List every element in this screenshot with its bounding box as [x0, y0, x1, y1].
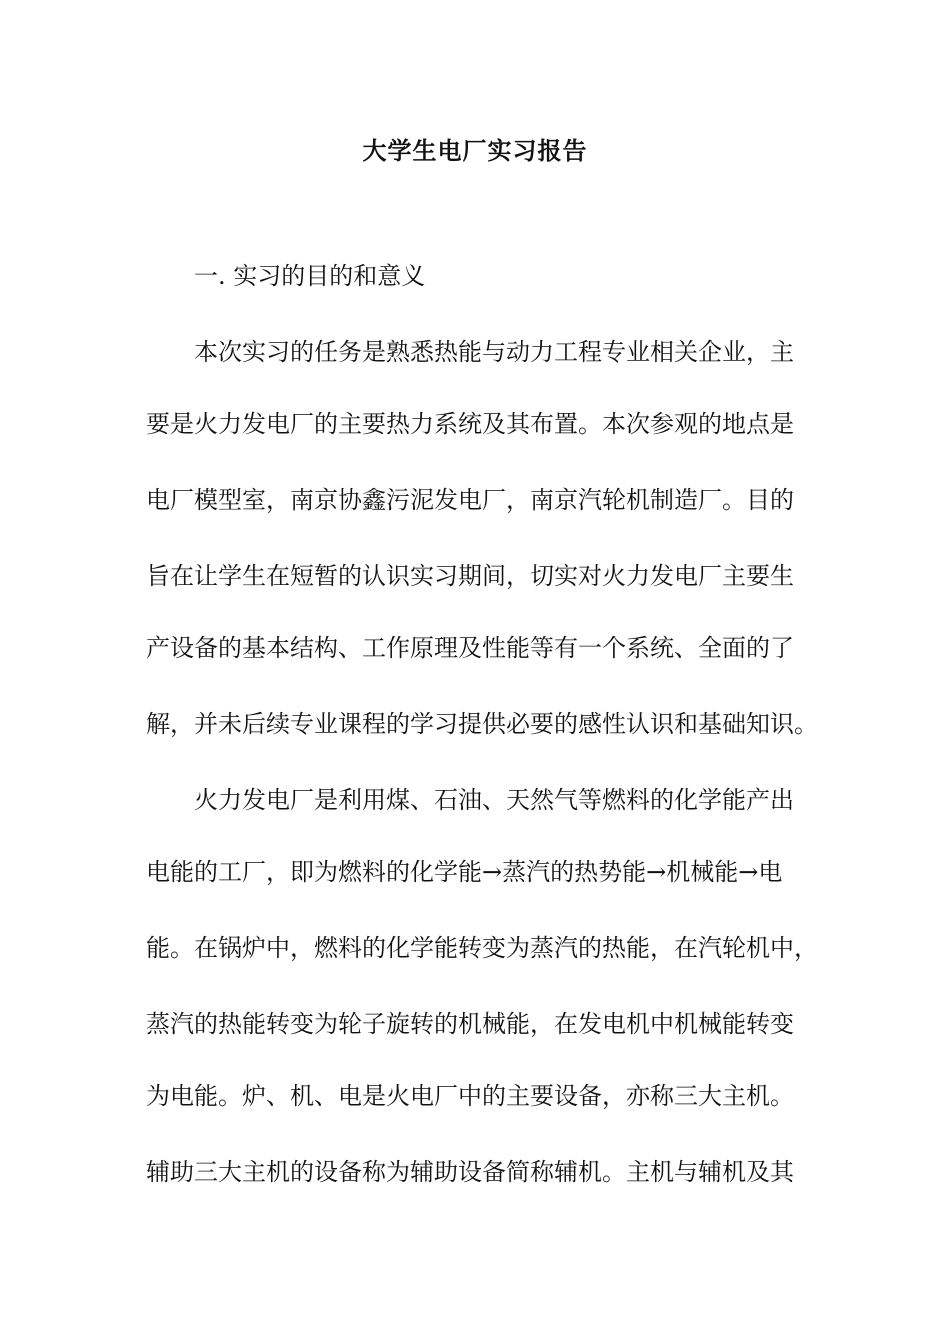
- paragraph-line: 电能的工厂，即为燃料的化学能→蒸汽的热势能→机械能→电: [146, 858, 783, 886]
- paragraph-line: 能。在锅炉中，燃料的化学能转变为蒸汽的热能，在汽轮机中，: [146, 934, 818, 962]
- paragraph-line: 旨在让学生在短暂的认识实习期间，切实对火力发电厂主要生: [146, 562, 794, 590]
- paragraph-line: 为电能。炉、机、电是火电厂中的主要设备，亦称三大主机。: [146, 1082, 794, 1110]
- paragraph-line: 火力发电厂是利用煤、石油、天然气等燃料的化学能产出: [194, 786, 794, 814]
- paragraph-line: 解，并未后续专业课程的学习提供必要的感性认识和基础知识。: [146, 710, 818, 738]
- paragraph-line: 蒸汽的热能转变为轮子旋转的机械能，在发电机中机械能转变: [146, 1010, 794, 1038]
- paragraph-line: 本次实习的任务是熟悉热能与动力工程专业相关企业，主: [194, 338, 794, 366]
- paragraph-line: 产设备的基本结构、工作原理及性能等有一个系统、全面的了: [146, 634, 794, 662]
- page-title: 大学生电厂实习报告: [362, 136, 588, 165]
- paragraph-line: 电厂模型室，南京协鑫污泥发电厂，南京汽轮机制造厂。目的: [146, 486, 794, 514]
- paragraph-line: 辅助三大主机的设备称为辅助设备简称辅机。主机与辅机及其: [146, 1158, 794, 1186]
- paragraph-line: 要是火力发电厂的主要热力系统及其布置。本次参观的地点是: [146, 410, 794, 438]
- section-heading: 一. 实习的目的和意义: [194, 262, 426, 290]
